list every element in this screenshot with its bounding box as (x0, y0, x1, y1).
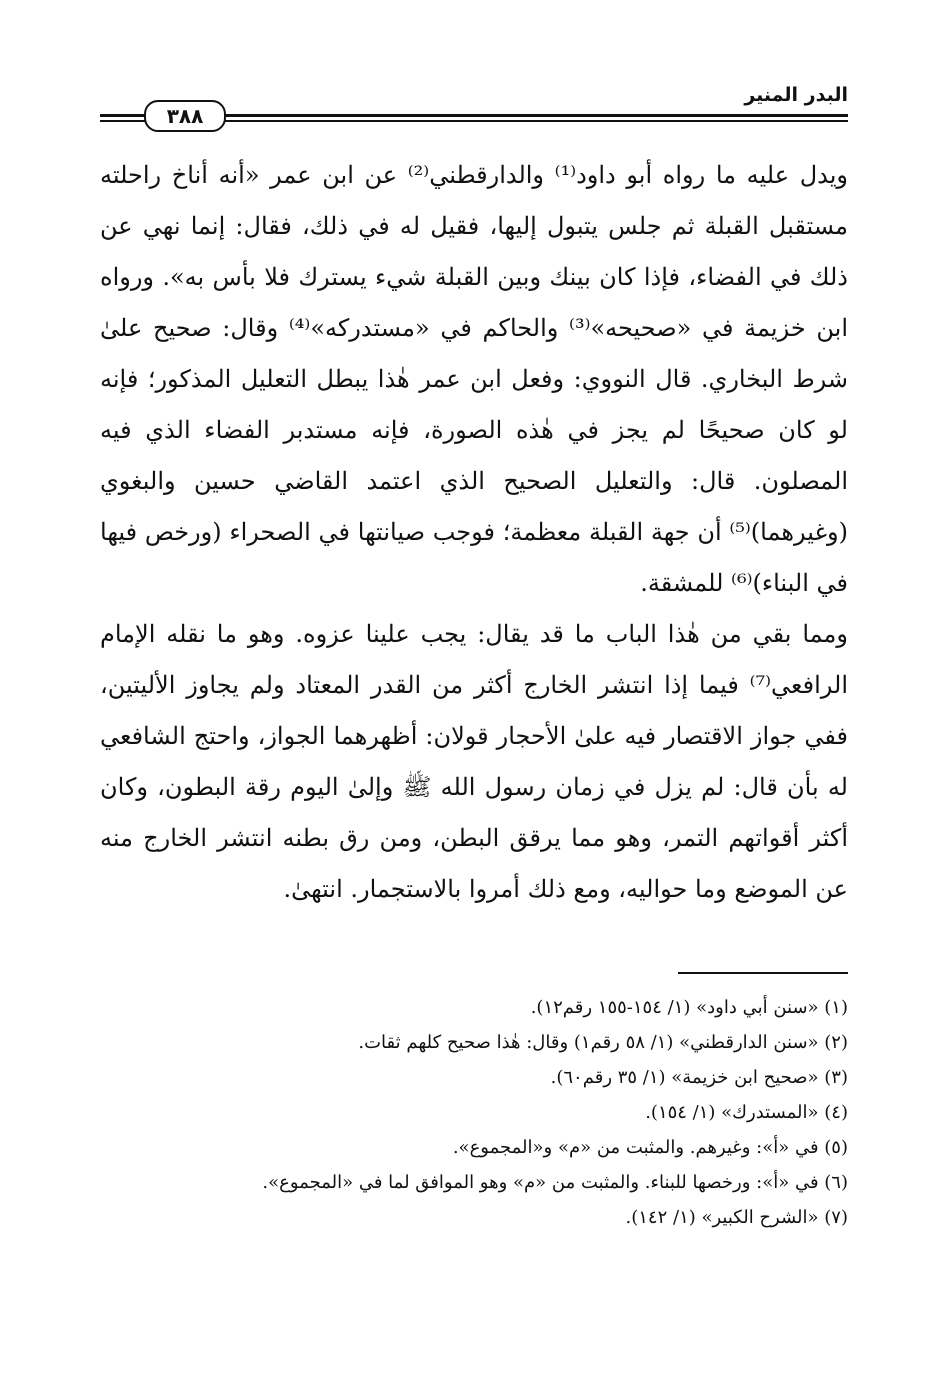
paragraph-1: ويدل عليه ما رواه أبو داود⁽¹⁾ والدارقطني⁽²⁾ عن ابن عمر «أنه أناخ راحلته مستقبل القبلة ثم جلس يتبول إليها، فقيل له في ذلك، فقال: إنما نهي عن ذلك في الفضاء، فإذا كان بينك وبين القبلة شيء يسترك فلا بأس به». ورواه ابن خزيمة في «صحيحه»⁽³⁾ والحاكم في «مستدركه»⁽⁴⁾ وقال: صحيح علىٰ شرط البخاري. قال النووي: وفعل ابن عمر هٰذا يبطل التعليل المذكور؛ فإنه لو كان صحيحًا لم يجز في هٰذه الصورة، فإنه مستدبر الفضاء الذي فيه المصلون. قال: والتعليل الصحيح الذي اعتمد القاضي حسين والبغوي (وغيرهما)⁽⁵⁾ أن جهة القبلة معظمة؛ فوجب صيانتها في الصحراء (ورخص فيها في البناء)⁽⁶⁾ للمشقة. (100, 161, 848, 597)
footnote-item: (٤) «المستدرك» (١/ ١٥٤). (645, 1102, 848, 1123)
page-header (100, 82, 848, 132)
main-text (100, 150, 848, 962)
footnotes-list (100, 990, 848, 1235)
paragraph-2: ومما بقي من هٰذا الباب ما قد يقال: يجب علينا عزوه. وهو ما نقله الإمام الرافعي⁽⁷⁾ فيما إذا انتشر الخارج أكثر من القدر المعتاد ولم يجاوز الأليتين، ففي جواز الاقتصار فيه علىٰ الأحجار قولان: أظهرهما الجواز، واحتج الشافعي له بأن قال: لم يزل في زمان رسول الله ﷺ وإلىٰ اليوم رقة البطون، وكان أكثر أقواتهم التمر، وهو مما يرقق البطن، ومن رق بطنه انتشر الخارج منه عن الموضع وما حواليه، ومع ذلك أمروا بالاستجمار. انتهىٰ. (100, 620, 848, 903)
footnote-item: (٥) في «أ»: وغيرهم. والمثبت من «م» و«المجموع». (452, 1137, 848, 1158)
footnote-item: (٢) «سنن الدارقطني» (١/ ٥٨ رقم١) وقال: هٰذا صحيح كلهم ثقات. (358, 1032, 848, 1053)
footnote-item: (١) «سنن أبي داود» (١/ ١٥٤-١٥٥ رقم١٢). (530, 997, 848, 1018)
running-title: البدر المنير (744, 84, 848, 106)
page-number: ٣٨٨ (144, 100, 226, 132)
footnote-item: (٣) «صحيح ابن خزيمة» (١/ ٣٥ رقم٦٠). (550, 1067, 848, 1088)
footnote-separator (678, 972, 848, 974)
footnote-item: (٧) «الشرح الكبير» (١/ ١٤٢). (625, 1207, 848, 1228)
footnote-item: (٦) في «أ»: ورخصها للبناء. والمثبت من «م» وهو الموافق لما في «المجموع». (262, 1172, 848, 1193)
